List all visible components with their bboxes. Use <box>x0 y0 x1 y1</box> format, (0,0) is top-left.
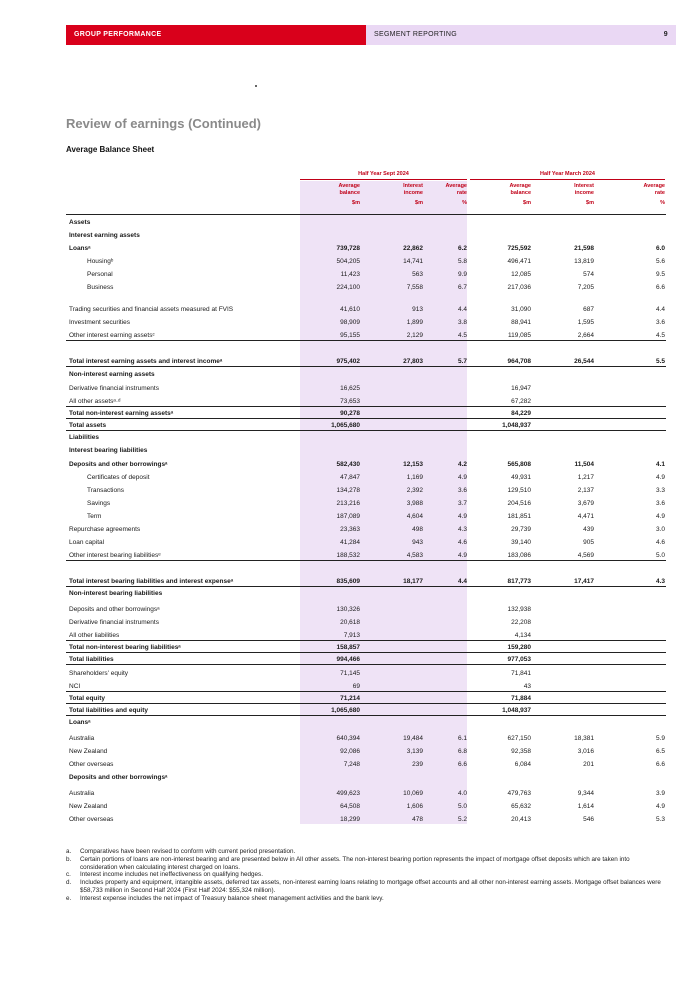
row-label: Trading securities and financial assets measured at FVIS <box>69 306 234 313</box>
cell-value: 1,048,937 <box>502 422 531 429</box>
col-head: Interest income $m <box>574 183 594 206</box>
row-label: Savings <box>87 500 111 507</box>
cell-value: 22,208 <box>511 619 531 626</box>
table-row <box>66 327 666 340</box>
cell-value: 1,614 <box>577 803 594 810</box>
table-row <box>66 253 666 266</box>
cell-value: 725,592 <box>507 245 531 252</box>
cell-value: 7,558 <box>406 284 423 291</box>
cell-value: 3.9 <box>655 790 665 797</box>
cell-value: 4.1 <box>655 461 665 468</box>
cell-value: 2,664 <box>577 332 594 339</box>
cell-value: 2,392 <box>406 487 423 494</box>
section-label: GROUP PERFORMANCE <box>66 25 366 45</box>
cell-value: 5.0 <box>655 552 665 559</box>
table-row <box>66 279 666 292</box>
cell-value: 12,153 <box>403 461 423 468</box>
cell-value: 95,155 <box>340 332 360 339</box>
cell-value: 563 <box>412 271 423 278</box>
footnote <box>66 848 666 856</box>
footnote-key: b. <box>66 855 72 863</box>
table-row <box>66 678 666 691</box>
row-label: Term <box>87 513 102 520</box>
cell-value: 14,741 <box>403 258 423 265</box>
row-label: Total non-interest earning assetsᵃ <box>69 410 174 417</box>
cell-value: 49,931 <box>511 474 531 481</box>
cell-value: 7,205 <box>577 284 594 291</box>
cell-value: 134,278 <box>336 487 360 494</box>
row-label: Other overseas <box>69 761 114 768</box>
cell-value: 9.9 <box>457 271 467 278</box>
cell-value: 5.8 <box>457 258 467 265</box>
cell-value: 964,708 <box>507 358 531 365</box>
table-row <box>66 652 666 664</box>
row-label: Loansᵃ <box>69 245 91 252</box>
cell-value: 17,417 <box>574 578 594 585</box>
table-row <box>66 598 666 614</box>
cell-value: 129,510 <box>507 487 531 494</box>
cell-value: 4.9 <box>457 513 467 520</box>
cell-value: 905 <box>583 539 594 546</box>
row-label: Other interest bearing liabilitiesᵉ <box>69 552 161 559</box>
cell-value: 73,653 <box>340 398 360 405</box>
cell-value: 835,609 <box>336 578 360 585</box>
cell-value: 3.3 <box>655 487 665 494</box>
row-label: All other liabilities <box>69 632 120 639</box>
cell-value: 1,065,680 <box>331 422 360 429</box>
footnote-text: Certain portions of loans are non-interest bearing and are presented below in All other assets. The non-interest bearing portion represents the impact of mortgage offset deposits which are taken into consideration when calculating interest charged on loans. <box>80 855 630 871</box>
cell-value: 546 <box>583 816 594 823</box>
table-row <box>66 756 666 769</box>
cell-value: 71,884 <box>511 695 531 702</box>
cell-value: 5.7 <box>457 358 467 365</box>
cell-value: 3.6 <box>655 319 665 326</box>
cell-value: 994,466 <box>336 656 360 663</box>
cell-value: 4.3 <box>457 526 467 533</box>
cell-value: 19,484 <box>403 735 423 742</box>
cell-value: 3.6 <box>457 487 467 494</box>
table-row <box>66 227 666 240</box>
cell-value: 640,394 <box>336 735 360 742</box>
footnote <box>66 856 666 872</box>
cell-value: 4.2 <box>457 461 467 468</box>
cell-value: 71,841 <box>511 670 531 677</box>
cell-value: 496,471 <box>507 258 531 265</box>
table-row <box>66 560 666 586</box>
cell-value: 6.7 <box>457 284 467 291</box>
table-row <box>66 430 666 442</box>
row-label: All other assetsᵃ·ᵈ <box>69 398 121 405</box>
cell-value: 41,284 <box>340 539 360 546</box>
cell-value: 565,808 <box>507 461 531 468</box>
row-label: Transactions <box>87 487 124 494</box>
row-label: Housingᵇ <box>87 258 114 265</box>
cell-value: 183,086 <box>507 552 531 559</box>
cell-value: 92,358 <box>511 748 531 755</box>
cell-value: 687 <box>583 306 594 313</box>
cell-value: 4.5 <box>655 332 665 339</box>
page-title: Review of earnings (Continued) <box>66 116 262 131</box>
cell-value: 20,413 <box>511 816 531 823</box>
cell-value: 65,632 <box>511 803 531 810</box>
row-label: Derivative financial instruments <box>69 619 159 626</box>
cell-value: 498 <box>412 526 423 533</box>
cell-value: 2,137 <box>577 487 594 494</box>
cell-value: 4,569 <box>577 552 594 559</box>
cell-value: 7,913 <box>343 632 360 639</box>
cell-value: 4,134 <box>514 632 531 639</box>
cell-value: 47,847 <box>340 474 360 481</box>
cell-value: 1,217 <box>577 474 594 481</box>
cell-value: 478 <box>412 816 423 823</box>
cell-value: 6.0 <box>655 245 665 252</box>
cell-value: 29,739 <box>511 526 531 533</box>
table-header <box>66 171 666 214</box>
cell-value: 7,248 <box>343 761 360 768</box>
cell-value: 71,145 <box>340 670 360 677</box>
cell-value: 71,214 <box>340 695 360 702</box>
table-row <box>66 586 666 598</box>
table-row <box>66 715 666 727</box>
row-label: Deposits and other borrowingsᵃ <box>69 774 168 781</box>
cell-value: 204,516 <box>507 500 531 507</box>
cell-value: 22,862 <box>403 245 423 252</box>
row-label: Derivative financial instruments <box>69 385 159 392</box>
cell-value: 5.9 <box>655 735 665 742</box>
cell-value: 627,150 <box>507 735 531 742</box>
row-label: New Zealand <box>69 748 108 755</box>
cell-value: 224,100 <box>336 284 360 291</box>
cell-value: 1,595 <box>577 319 594 326</box>
table-row <box>66 215 666 227</box>
cell-value: 1,606 <box>406 803 423 810</box>
row-label: Personal <box>87 271 113 278</box>
cell-value: 4.9 <box>655 803 665 810</box>
cell-value: 16,625 <box>340 385 360 392</box>
cell-value: 201 <box>583 761 594 768</box>
table-row <box>66 627 666 640</box>
table-row <box>66 366 666 379</box>
cell-value: 67,282 <box>511 398 531 405</box>
cell-value: 11,504 <box>574 461 594 468</box>
cell-value: 130,326 <box>336 606 360 613</box>
cell-value: 18,299 <box>340 816 360 823</box>
table-row <box>66 418 666 430</box>
cell-value: 11,423 <box>340 271 360 278</box>
row-label: Total assets <box>69 422 107 429</box>
cell-value: 181,851 <box>507 513 531 520</box>
cell-value: 3,679 <box>577 500 594 507</box>
cell-value: 6.2 <box>457 245 467 252</box>
cell-value: 119,085 <box>507 332 531 339</box>
cell-value: 6.6 <box>655 284 665 291</box>
table-body <box>66 214 666 824</box>
cell-value: 187,089 <box>336 513 360 520</box>
row-label: Assets <box>69 219 91 226</box>
group-rule <box>300 179 467 180</box>
row-label: NCI <box>69 683 81 690</box>
table-row <box>66 521 666 534</box>
row-label: Deposits and other borrowingsᵃ <box>69 461 168 468</box>
row-label: Other interest earning assetsᶜ <box>69 332 155 339</box>
cell-value: 4.9 <box>655 474 665 481</box>
row-label: Loan capital <box>69 539 105 546</box>
table-row <box>66 292 666 314</box>
cell-value: 1,065,680 <box>331 707 360 714</box>
cell-value: 88,941 <box>511 319 531 326</box>
table-row <box>66 406 666 418</box>
table-row <box>66 314 666 327</box>
cell-value: 2,129 <box>406 332 423 339</box>
footnote <box>66 871 666 879</box>
cell-value: 1,048,937 <box>502 707 531 714</box>
cell-value: 4,604 <box>406 513 423 520</box>
footnotes <box>66 848 666 903</box>
row-label: Total interest bearing liabilities and interest expenseᵃ <box>69 578 234 585</box>
cell-value: 3,016 <box>577 748 594 755</box>
cell-value: 20,618 <box>340 619 360 626</box>
cell-value: 943 <box>412 539 423 546</box>
cell-value: 4.9 <box>457 474 467 481</box>
cell-value: 5.0 <box>457 803 467 810</box>
cell-value: 217,036 <box>507 284 531 291</box>
cell-value: 4.9 <box>655 513 665 520</box>
col-head: Average balance $m <box>338 183 360 206</box>
table-row <box>66 727 666 743</box>
cell-value: 31,090 <box>511 306 531 313</box>
cell-value: 3.7 <box>457 500 467 507</box>
row-label: Loansᵃ <box>69 719 91 726</box>
cell-value: 16,947 <box>511 385 531 392</box>
col-head: Average rate % <box>643 183 665 206</box>
cell-value: 158,857 <box>336 644 360 651</box>
cell-value: 504,205 <box>336 258 360 265</box>
cell-value: 1,169 <box>406 474 423 481</box>
row-label: Non-interest bearing liabilities <box>69 590 163 597</box>
footnote-key: e. <box>66 894 72 902</box>
footnote-key: d. <box>66 879 72 887</box>
col-head: Average balance $m <box>509 183 531 206</box>
table-row <box>66 534 666 547</box>
cell-value: 23,363 <box>340 526 360 533</box>
cell-value: 3,988 <box>406 500 423 507</box>
footnote <box>66 895 666 903</box>
table-row <box>66 547 666 560</box>
cell-value: 582,430 <box>336 461 360 468</box>
table-row <box>66 469 666 482</box>
row-label: Business <box>87 284 114 291</box>
cell-value: 69 <box>352 683 360 690</box>
cell-value: 439 <box>583 526 594 533</box>
topic-bar <box>366 25 676 45</box>
cell-value: 6.6 <box>457 761 467 768</box>
row-label: Total liabilities and equity <box>69 707 148 714</box>
row-label: Investment securities <box>69 319 131 326</box>
stray-mark <box>255 85 257 87</box>
table-row <box>66 769 666 782</box>
row-label: Total interest earning assets and interest incomeᵃ <box>69 358 223 365</box>
group-rule <box>470 179 665 180</box>
row-label: Shareholders' equity <box>69 670 129 677</box>
cell-value: 4.5 <box>457 332 467 339</box>
table-title: Average Balance Sheet <box>66 145 155 154</box>
cell-value: 64,508 <box>340 803 360 810</box>
cell-value: 4.4 <box>655 306 665 313</box>
table-row <box>66 240 666 253</box>
row-label: New Zealand <box>69 803 108 810</box>
cell-value: 977,053 <box>507 656 531 663</box>
cell-value: 84,229 <box>511 410 531 417</box>
cell-value: 18,177 <box>403 578 423 585</box>
cell-value: 3.0 <box>655 526 665 533</box>
cell-value: 4.0 <box>457 790 467 797</box>
row-label: Total liabilities <box>69 656 114 663</box>
cell-value: 5.2 <box>457 816 467 823</box>
cell-value: 159,280 <box>507 644 531 651</box>
topic-label: SEGMENT REPORTING <box>374 31 458 38</box>
cell-value: 4.3 <box>655 578 665 585</box>
table-row <box>66 266 666 279</box>
cell-value: 26,544 <box>574 358 594 365</box>
cell-value: 98,909 <box>340 319 360 326</box>
table-row <box>66 640 666 652</box>
footnote-text: Interest income includes net ineffectiveness on qualifying hedges. <box>80 871 263 879</box>
row-label: Total non-interest bearing liabilitiesᵃ <box>69 644 181 651</box>
cell-value: 4.9 <box>457 552 467 559</box>
col-head: Average rate % <box>445 183 467 206</box>
cell-value: 739,728 <box>336 245 360 252</box>
cell-value: 39,140 <box>511 539 531 546</box>
cell-value: 213,216 <box>336 500 360 507</box>
cell-value: 5.3 <box>655 816 665 823</box>
cell-value: 13,819 <box>574 258 594 265</box>
table-row <box>66 482 666 495</box>
cell-value: 21,598 <box>574 245 594 252</box>
cell-value: 817,773 <box>507 578 531 585</box>
cell-value: 6.8 <box>457 748 467 755</box>
row-label: Liabilities <box>69 434 99 441</box>
cell-value: 239 <box>412 761 423 768</box>
table-row <box>66 743 666 756</box>
table-row <box>66 691 666 703</box>
footnote-key: a. <box>66 848 72 855</box>
table-row <box>66 393 666 406</box>
cell-value: 5.6 <box>655 258 665 265</box>
row-label: Other overseas <box>69 816 114 823</box>
cell-value: 3.8 <box>457 319 467 326</box>
table-row <box>66 614 666 627</box>
row-label: Repurchase agreements <box>69 526 141 533</box>
cell-value: 41,610 <box>340 306 360 313</box>
footnote-text: Includes property and equipment, intangible assets, deferred tax assets, non-interest earning loans relating to mortgage offset accounts and all other non-interest earning assets. Mortgage offset balances were $58,733 million in Second Half 2024 (First Half 2024: $55,324 million). <box>80 879 661 894</box>
table-row <box>66 798 666 811</box>
row-label: Interest bearing liabilities <box>69 447 148 454</box>
balance-sheet-table <box>66 171 666 824</box>
row-label: Non-interest earning assets <box>69 371 155 378</box>
cell-value: 10,069 <box>403 790 423 797</box>
cell-value: 18,381 <box>574 735 594 742</box>
footnote-key: c. <box>66 871 71 879</box>
cell-value: 132,938 <box>507 606 531 613</box>
cell-value: 975,402 <box>336 358 360 365</box>
cell-value: 6.6 <box>655 761 665 768</box>
cell-value: 3.6 <box>655 500 665 507</box>
cell-value: 9,344 <box>577 790 594 797</box>
table-row <box>66 495 666 508</box>
col-head: Interest income $m <box>403 183 423 206</box>
cell-value: 574 <box>583 271 594 278</box>
table-row <box>66 442 666 455</box>
cell-value: 4.4 <box>457 306 467 313</box>
table-row <box>66 811 666 824</box>
group-heading-march: Half Year March 2024 <box>540 171 595 177</box>
table-row <box>66 379 666 393</box>
table-row <box>66 340 666 366</box>
cell-value: 4,583 <box>406 552 423 559</box>
cell-value: 499,623 <box>336 790 360 797</box>
cell-value: 27,803 <box>403 358 423 365</box>
row-label: Deposits and other borrowingsᵃ <box>69 606 160 613</box>
cell-value: 90,278 <box>340 410 360 417</box>
footnote <box>66 879 666 895</box>
footnote-text: Interest expense includes the net impact of Treasury balance sheet management activities and the bank levy. <box>80 894 384 902</box>
cell-value: 188,532 <box>336 552 360 559</box>
row-label: Interest earning assets <box>69 232 140 239</box>
cell-value: 6,084 <box>514 761 531 768</box>
row-label: Australia <box>69 735 95 742</box>
table-row <box>66 664 666 678</box>
table-row <box>66 703 666 715</box>
cell-value: 4.6 <box>655 539 665 546</box>
table-row <box>66 782 666 798</box>
cell-value: 92,086 <box>340 748 360 755</box>
cell-value: 12,085 <box>511 271 531 278</box>
cell-value: 5.5 <box>655 358 665 365</box>
page-header <box>66 25 676 45</box>
row-label: Total equity <box>69 695 105 702</box>
table-row <box>66 508 666 521</box>
cell-value: 3,139 <box>406 748 423 755</box>
page-number: 9 <box>663 31 668 38</box>
cell-value: 6.5 <box>655 748 665 755</box>
footnote-text: Comparatives have been revised to conform with current period presentation. <box>80 848 296 855</box>
cell-value: 1,899 <box>406 319 423 326</box>
cell-value: 9.5 <box>655 271 665 278</box>
cell-value: 4.4 <box>457 578 467 585</box>
cell-value: 4,471 <box>577 513 594 520</box>
cell-value: 43 <box>523 683 531 690</box>
row-label: Australia <box>69 790 95 797</box>
cell-value: 6.1 <box>457 735 467 742</box>
table-row <box>66 455 666 469</box>
cell-value: 913 <box>412 306 423 313</box>
cell-value: 479,763 <box>507 790 531 797</box>
row-label: Certificates of deposit <box>87 474 150 481</box>
group-heading-sept: Half Year Sept 2024 <box>358 171 409 177</box>
cell-value: 4.6 <box>457 539 467 546</box>
